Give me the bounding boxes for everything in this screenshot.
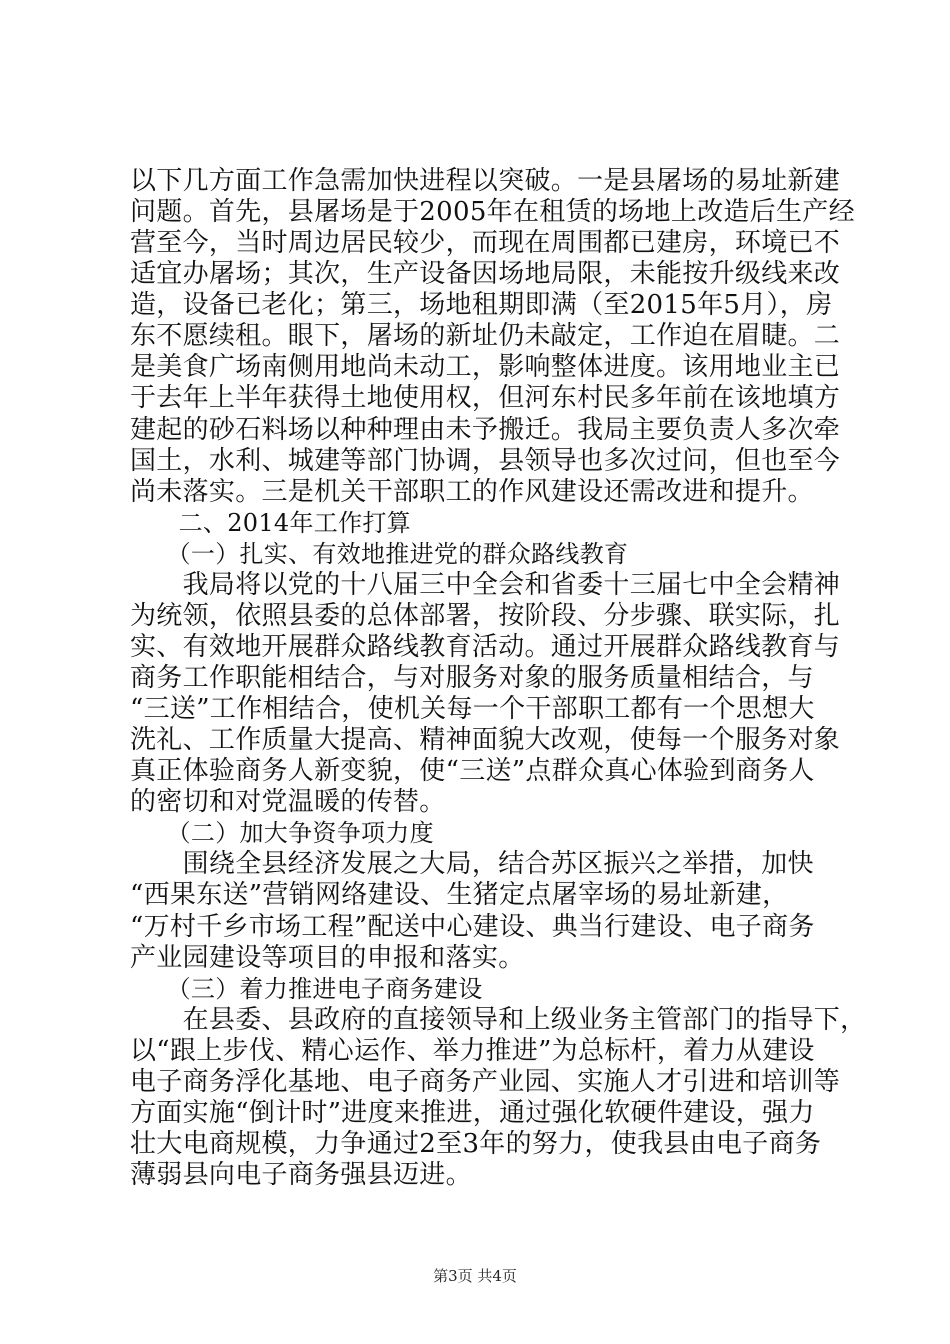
page-footer: 第3页 共4页: [433, 1267, 517, 1285]
body-text-line: 国土，水利、城建等部门协调，县领导也多次过问，但也至今: [130, 446, 841, 476]
body-text-line: 商务工作职能相结合，与对服务对象的服务质量相结合，与: [130, 663, 814, 693]
subsection-heading: （三）着力推进电子商务建设: [130, 975, 483, 1003]
body-text-line: 的密切和对党温暖的传替。: [130, 787, 446, 817]
body-text-line: 方面实施“倒计时”进度来推进，通过强化软硬件建设，强力: [130, 1098, 815, 1128]
section-heading: 二、2014年工作打算: [130, 509, 411, 537]
body-text-line: 围绕全县经济发展之大局，结合苏区振兴之举措，加快: [130, 849, 814, 879]
subsection-heading: （二）加大争资争项力度: [130, 819, 434, 847]
body-text-line: 在县委、县政府的直接领导和上级业务主管部门的指导下，: [130, 1005, 867, 1035]
body-text-line: 问题。首先，县屠场是于2005年在租赁的场地上改造后生产经: [130, 197, 855, 227]
body-text-line: 建起的砂石料场以种种理由未予搬迁。我局主要负责人多次牵: [130, 415, 841, 445]
body-text-line: 尚未落实。三是机关干部职工的作风建设还需改进和提升。: [130, 477, 814, 507]
body-text-line: 适宜办屠场；其次，生产设备因场地局限，未能按升级线来改: [130, 259, 841, 289]
body-text-line: 造，设备已老化；第三，场地租期即满（至2015年5月），房: [130, 290, 833, 320]
body-text-line: “万村千乡市场工程”配送中心建设、典当行建设、电子商务: [130, 912, 815, 942]
body-text-line: “三送”工作相结合，使机关每一个干部职工都有一个思想大: [130, 694, 815, 724]
body-text-line: 营至今，当时周边居民较少，而现在周围都已建房，环境已不: [130, 228, 841, 258]
body-text-line: 于去年上半年获得土地使用权，但河东村民多年前在该地填方: [130, 383, 841, 413]
body-text-line: 以下几方面工作急需加快进程以突破。一是县屠场的易址新建: [130, 166, 841, 196]
body-text-line: 电子商务浮化基地、电子商务产业园、实施人才引进和培训等: [130, 1067, 841, 1097]
body-text-line: 洗礼、工作质量大提高、精神面貌大改观，使每一个服务对象: [130, 725, 841, 755]
body-text-line: 壮大电商规模，力争通过2至3年的努力，使我县由电子商务: [130, 1129, 822, 1159]
body-text-line: 薄弱县向电子商务强县迈进。: [130, 1160, 472, 1190]
body-text-line: “西果东送”营销网络建设、生猪定点屠宰场的易址新建，: [130, 880, 789, 910]
body-text-line: 以“跟上步伐、精心运作、举力推进”为总标杆，着力从建设: [130, 1036, 815, 1066]
body-text-line: 真正体验商务人新变貌，使“三送”点群众真心体验到商务人: [130, 756, 815, 786]
body-text-line: 是美食广场南侧用地尚未动工，影响整体进度。该用地业主已: [130, 352, 841, 382]
subsection-heading: （一）扎实、有效地推进党的群众路线教育: [130, 540, 629, 568]
body-text-line: 我局将以党的十八届三中全会和省委十三届七中全会精神: [130, 570, 841, 600]
body-text-line: 东不愿续租。眼下，屠场的新址仍未敲定，工作迫在眉睫。二: [130, 321, 841, 351]
body-text-line: 为统领，依照县委的总体部署，按阶段、分步骤、联实际，扎: [130, 601, 841, 631]
body-text-line: 产业园建设等项目的申报和落实。: [130, 943, 525, 973]
body-text-line: 实、有效地开展群众路线教育活动。通过开展群众路线教育与: [130, 632, 841, 662]
